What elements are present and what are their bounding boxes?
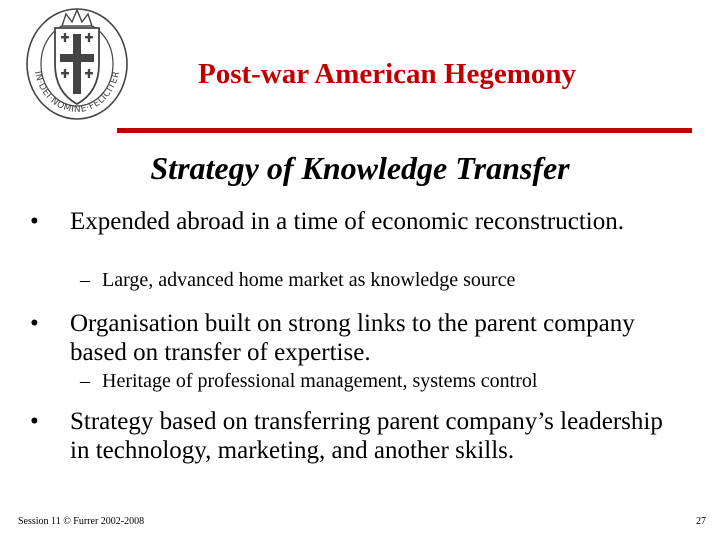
bullet-item bbox=[30, 309, 670, 367]
sub-bullet-item bbox=[80, 268, 680, 292]
bullet-icon: • bbox=[30, 208, 39, 235]
bullet-text: Organisation built on strong links to the parent company based on transfer of expertise. bbox=[70, 310, 635, 366]
sub-bullet-text: Heritage of professional management, systems control bbox=[102, 370, 538, 392]
bullet-text: Strategy based on transferring parent company’s leadership in technology, marketing, and another skills. bbox=[70, 408, 663, 464]
slide-header-title: Post-war American Hegemony bbox=[198, 58, 576, 90]
sub-bullet-text: Large, advanced home market as knowledge source bbox=[102, 269, 516, 291]
bullet-item bbox=[30, 207, 670, 236]
bullet-icon: • bbox=[30, 310, 39, 337]
bullet-icon: • bbox=[30, 408, 39, 435]
page-number: 27 bbox=[696, 516, 706, 527]
bullet-text: Expended abroad in a time of economic reconstruction. bbox=[70, 208, 624, 235]
slide-subtitle: Strategy of Knowledge Transfer bbox=[150, 150, 570, 186]
university-seal-logo bbox=[22, 4, 132, 122]
bullet-item bbox=[30, 407, 670, 465]
footer-session-label: Session 11 © Furrer 2002-2008 bbox=[18, 516, 145, 527]
sub-bullet-item bbox=[80, 369, 680, 393]
seal-motto: IN·DEI·NOMINE·FELICITER bbox=[31, 70, 123, 116]
dash-icon: – bbox=[80, 269, 90, 291]
header-divider bbox=[117, 128, 692, 133]
dash-icon: – bbox=[80, 370, 90, 392]
